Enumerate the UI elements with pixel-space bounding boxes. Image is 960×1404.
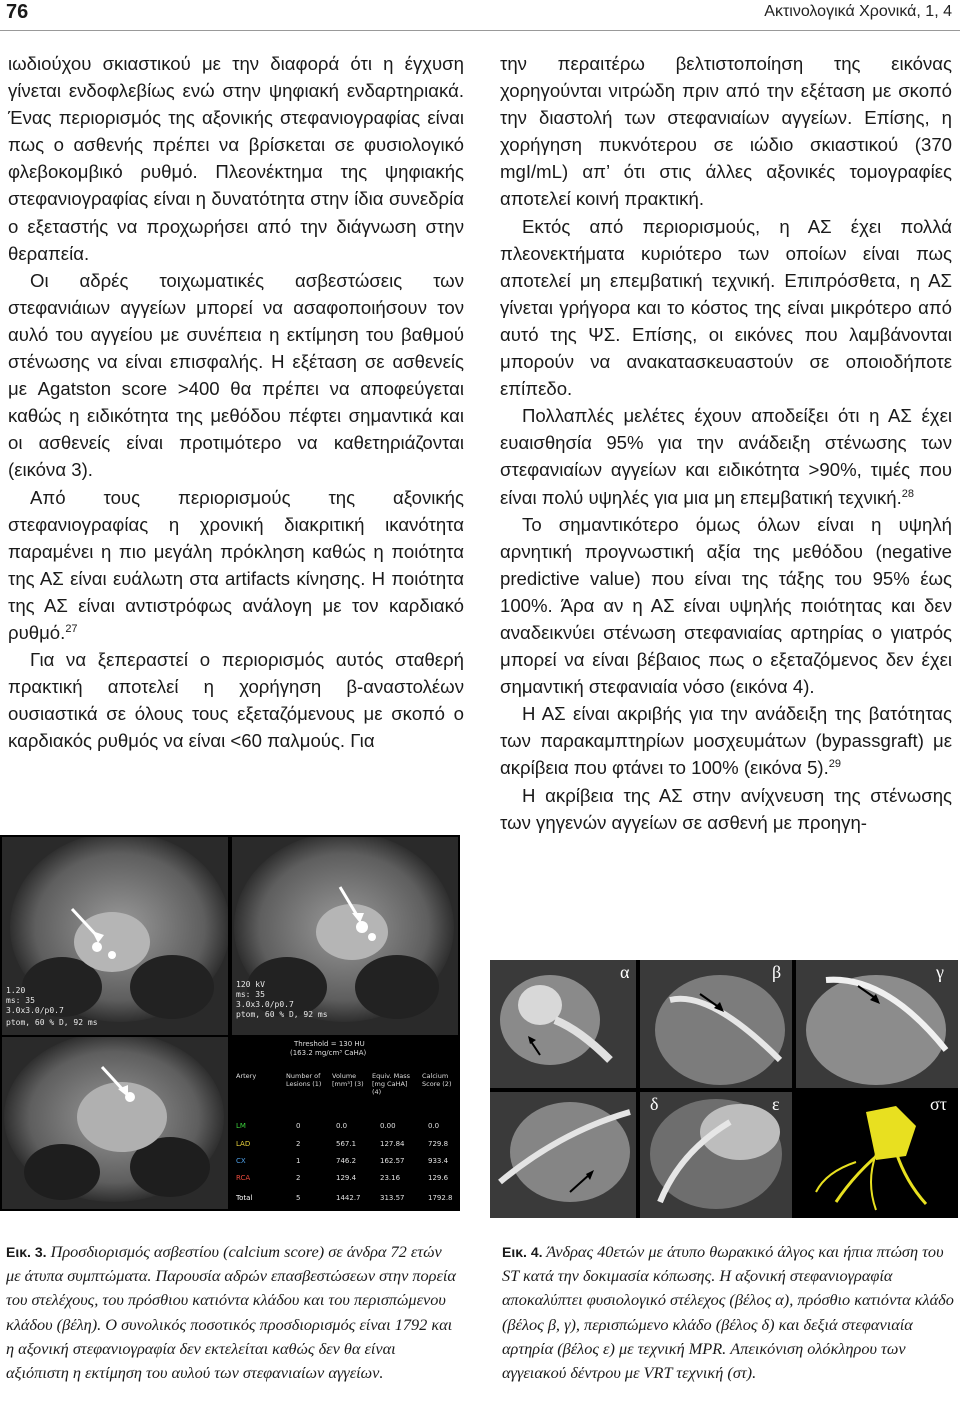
table-cell: 1 bbox=[296, 1157, 301, 1165]
svg-text:120 kV: 120 kV bbox=[236, 980, 265, 989]
table-cell: 162.57 bbox=[380, 1157, 405, 1165]
paragraph: Για να ξεπεραστεί ο περιορισμός αυτός σταθερή πρακτική αποτελεί η χορήγηση β-αναστολέων ουσιαστικά σε όλους τους εξεταζόμενους με σκοπό ο καρδιακός ρυθμός να είναι <60 παλμούς. Για bbox=[8, 649, 464, 752]
mpr-image bbox=[796, 960, 958, 1088]
paragraph-text: Πολλαπλές μελέτες έχουν αποδείξει ότι η ΑΣ έχει ευαισθησία 95% για την ανάδειξη στένωσης των στεφανιαίων αγγείων και ειδικότητα >90%, τιμές που είναι πολύ υψηλές για μια μη επεμβατική τεχνική. bbox=[500, 405, 952, 508]
right-column bbox=[500, 50, 952, 836]
paragraph: ιωδιούχου σκιαστικού με την διαφορά ότι η έγχυση γίνεται ενδοφλεβίως ενώ στην ψηφιακή ενδαρτηριακά. Ένας περιορισμός της αξονικής στεφανιογραφίας είναι πως ο ασθενής πρέπει να βρίσκεται σε φυσιολογικό φλεβοκομβικό ρυθμό. Πλεονέκτημα της ψηφιακής στεφανιογραφίας είναι η δυνατότητα στην ίδια συνεδρία ο εξεταστής να προχωρήσει από την διάγνωση στην θεραπεία. bbox=[8, 53, 464, 264]
table-cell: 567.1 bbox=[336, 1140, 357, 1148]
table-header: Number of Lesions (1) bbox=[286, 1072, 322, 1088]
ct-scan-image bbox=[232, 837, 458, 1035]
calcium-score-table bbox=[232, 1036, 460, 1211]
caption-text: Άνδρας 40ετών με άτυπο θωρακικό άλγος και ήπια πτώση του ST κατά την δοκιμασία κόπωσης. Η αξονική στεφανιογραφία αποκαλύπτει φυσιολογικό στέλεχος (βέλος α), πρόσθιο κατιόντα κλάδο (βέλος β, γ), περισπώμενο κλάδο (βέλος δ) και δεξιά στεφανιαία αρτηρία (βέλος ε) με τεχνική MPR. Απεικόνιση ολόκληρου των αγγειακού δέντρου με VRT τεχνική (στ). bbox=[502, 1242, 954, 1383]
table-cell: Total bbox=[236, 1194, 253, 1202]
figure-4-caption bbox=[502, 1240, 954, 1385]
paragraph-text: Η ΑΣ είναι ακριβής για την ανάδειξη της βατότητας των παρακαμπτηρίων μοσχευμάτων (bypassgraft) με ακρίβεια που φτάνει το 100% (εικόνα 5). bbox=[500, 703, 952, 779]
table-cell: 0.0 bbox=[428, 1122, 440, 1130]
svg-text:ptom, 60 % D, 92 ms: ptom, 60 % D, 92 ms bbox=[6, 1018, 98, 1027]
table-cell: 127.84 bbox=[380, 1140, 405, 1148]
table-cell: 0 bbox=[296, 1122, 301, 1130]
table-header: Artery bbox=[236, 1072, 257, 1080]
table-cell: 129.6 bbox=[428, 1174, 449, 1182]
paragraph bbox=[500, 700, 952, 781]
mpr-image bbox=[490, 1092, 636, 1218]
paragraph: την περαιτέρω βελτιστοποίηση της εικόνας χορηγούνται νιτρώδη πριν από την εξέταση με σκοπό την διαστολή των στεφανιαίων αγγείων. Επίσης, η χορήγηση πυκνότερου σε ιώδιο σκιαστικού (370 mgI/mL) απ’ ότι στις άλλες αξονικές τομογραφίες αποτελεί κοινή πρακτική. bbox=[500, 53, 952, 210]
paragraph: Η ακρίβεια της ΑΣ στην ανίχνευση της στένωσης των γηγενών αγγείων σε ασθενή με προηγη- bbox=[500, 784, 952, 833]
reference: 28 bbox=[901, 487, 915, 500]
ct-scan-image bbox=[2, 1037, 228, 1209]
caption-label: Εικ. 4. bbox=[502, 1244, 543, 1260]
figure-label: δ bbox=[650, 1094, 659, 1114]
threshold-label: Threshold = 130 HU bbox=[294, 1040, 365, 1048]
mpr-image bbox=[640, 1092, 792, 1218]
table-cell: RCA bbox=[236, 1174, 251, 1182]
svg-text:1.20: 1.20 bbox=[6, 986, 26, 995]
reference: 29 bbox=[828, 758, 842, 771]
figure-label: ε bbox=[772, 1094, 780, 1114]
figure-4 bbox=[490, 960, 958, 1218]
page-number: 76 bbox=[6, 1, 29, 23]
mpr-image bbox=[490, 960, 636, 1088]
svg-text:3.0x3.0/p0.7: 3.0x3.0/p0.7 bbox=[6, 1006, 64, 1015]
table-cell: 313.57 bbox=[380, 1194, 405, 1202]
page-header bbox=[0, 0, 960, 31]
paragraph bbox=[500, 402, 952, 510]
paragraph-text: Από τους περιορισμούς της αξονικής στεφανιογραφίας η χρονική διακριτική ικανότητα παραμένει η πιο μεγάλη πρόκληση καθώς η ποιότητα της ΑΣ είναι ευάλωτη στα artifacts κίνησης. Η ποιότητα της ΑΣ είναι αντιστρόφως ανάλογη με τον καρδιακό ρυθμό. bbox=[8, 486, 464, 643]
table-header: Calcium Score (2) bbox=[422, 1072, 452, 1088]
reference: 27 bbox=[65, 622, 78, 635]
table-cell: 933.4 bbox=[428, 1157, 449, 1165]
threshold-sublabel: (163.2 mg/cm³ CaHA) bbox=[290, 1049, 367, 1057]
table-cell: 5 bbox=[296, 1194, 301, 1202]
table-cell: CX bbox=[236, 1157, 246, 1165]
table-cell: 0.0 bbox=[336, 1122, 348, 1130]
table-cell: 746.2 bbox=[336, 1157, 357, 1165]
figure-label: β bbox=[772, 962, 782, 982]
left-column bbox=[8, 50, 464, 754]
svg-text:ms: 35: ms: 35 bbox=[6, 996, 35, 1005]
table-cell: 2 bbox=[296, 1174, 301, 1182]
figure-label: α bbox=[620, 962, 630, 982]
mpr-image bbox=[640, 960, 792, 1088]
table-cell: 729.8 bbox=[428, 1140, 449, 1148]
table-cell: LM bbox=[236, 1122, 246, 1130]
caption-text: Προσδιορισμός ασβεστίου (calcium score) σε άνδρα 72 ετών με άτυπα συμπτώματα. Παρουσία αδρών επασβεστώσεων στην πορεία του στελέχους, του πρόσθιου κατιόντα κλάδου και του περισπώμενου κλάδου (βέλη). Ο συνολικός ποσοτικός προσδιορισμός είναι 1792 και η αξονική στεφανιογραφία δεν εκτελείται καθώς δεν θα είναι αξιόπιστη η εκτίμηση του αυλού των στεφανιαίων αγγείων. bbox=[6, 1242, 456, 1383]
table-cell: 0.00 bbox=[380, 1122, 396, 1130]
figure-3-caption bbox=[6, 1240, 460, 1385]
svg-text:3.0x3.0/p0.7: 3.0x3.0/p0.7 bbox=[236, 1000, 294, 1009]
table-cell: 1442.7 bbox=[336, 1194, 361, 1202]
table-cell: 129.4 bbox=[336, 1174, 357, 1182]
table-cell: LAD bbox=[236, 1140, 251, 1148]
paragraph bbox=[8, 484, 464, 647]
svg-text:ms: 35: ms: 35 bbox=[236, 990, 265, 999]
table-cell: 23.16 bbox=[380, 1174, 401, 1182]
table-cell: 2 bbox=[296, 1140, 301, 1148]
journal-title: Ακτινολογικά Χρονικά, 1, 4 bbox=[764, 3, 952, 20]
table-cell: 1792.8 bbox=[428, 1194, 453, 1202]
caption-label: Εικ. 3. bbox=[6, 1244, 47, 1260]
figure-label: γ bbox=[936, 962, 944, 982]
svg-text:ptom, 60 % D, 92 ms: ptom, 60 % D, 92 ms bbox=[236, 1010, 328, 1019]
table-header: Volume [mm³] (3) bbox=[332, 1072, 364, 1088]
ct-scan-image bbox=[2, 837, 228, 1035]
table-header: Equiv. Mass [mg CaHA] (4) bbox=[372, 1072, 410, 1096]
paragraph: Εκτός από περιορισμούς, η ΑΣ έχει πολλά πλεονεκτήματα κυριότερο των οποίων είναι πως αποτελεί μη επεμβατική τεχνική. Επιπρόσθετα, η ΑΣ γίνεται γρήγορα και το κόστος της είναι μικρότερο από αυτό της ΨΣ. Επίσης, οι εικόνες που λαμβάνονται μπορούν να ανακατασκευαστούν σε οποιοδήποτε επίπεδο. bbox=[500, 215, 952, 400]
paragraph: Οι αδρές τοιχωματικές ασβεστώσεις των στεφανιάιων αγγείων μπορεί να ασαφοποιήσουν τον αυλό του αγγείου με συνέπεια η εκτίμηση του βαθμού στένωσης να είναι επισφαλής. Η εξέταση σε ασθενείς με Agatston score >400 θα πρέπει να αποφεύγεται καθώς η ειδικότητα της μεθόδου πέφτει σημαντικά και οι ασθενείς είναι προτιμότερο να καθετηριάζονται (εικόνα 3). bbox=[8, 269, 464, 481]
figure-label: στ bbox=[930, 1094, 947, 1114]
paragraph: Το σημαντικότερο όμως όλων είναι η υψηλή αρνητική προγνωστική αξία της μεθόδου (negative predictive value) που είναι της τάξης του 95% έως 100%. Άρα αν η ΑΣ είναι υψηλής ποιότητας και δεν αναδεικνύει στένωση στεφανιαίας αρτηρίας ο γιατρός μπορεί να είναι βέβαιος πως ο εξεταζόμενος δεν έχει σημαντική στεφανιαία νόσο (εικόνα 4). bbox=[500, 513, 952, 698]
